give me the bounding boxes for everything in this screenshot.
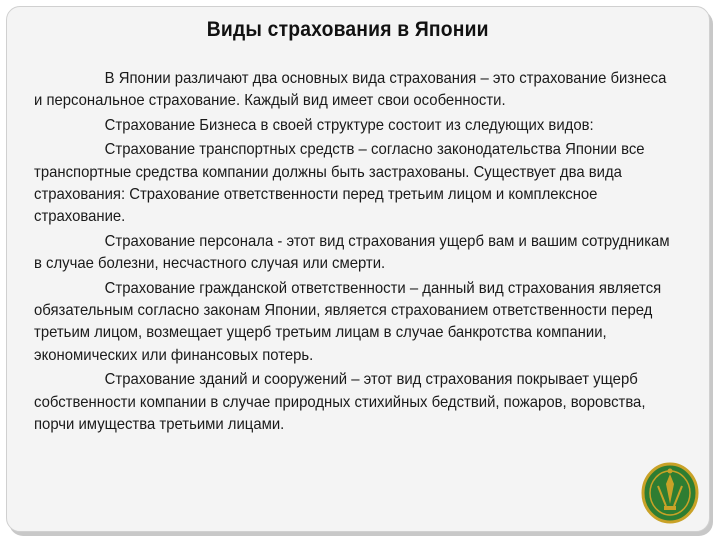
paragraph-intro: В Японии различают два основных вида страхования – это страхование бизнеса и персональное страхование. Каждый вид имеет свои особенности. xyxy=(34,70,667,110)
slide-body xyxy=(34,68,676,437)
emblem-icon xyxy=(640,460,700,524)
paragraph-liability: Страхование гражданской ответственности – данный вид страхования является обязательным согласно законам Японии, является страхованием ответственности перед третьим лицом, возмещает ущерб третьим лицам в случае банкротства компании, экономических или финансовых потерь. xyxy=(34,279,662,364)
paragraph-buildings: Страхование зданий и сооружений – этот вид страхования покрывает ущерб собственности компании в случае природных стихийных бедствий, пожаров, воровства, порчи имущества третьими лицами. xyxy=(34,371,646,434)
paragraph-vehicles: Страхование транспортных средств – согласно законодательства Японии все транспортные средства компании должны быть застрахованы. Существует два вида страхования: Страхование ответственности перед третьим лицом и комплексное страхование. xyxy=(34,141,645,226)
paragraph-personnel: Страхование персонала - этот вид страхования ущерб вам и вашим сотрудникам в случае болезни, несчастного случая или смерти. xyxy=(34,232,670,273)
slide-title: Виды страхования в Японии xyxy=(206,18,489,41)
paragraph-business: Страхование Бизнеса в своей структуре состоит из следующих видов: xyxy=(104,116,594,134)
